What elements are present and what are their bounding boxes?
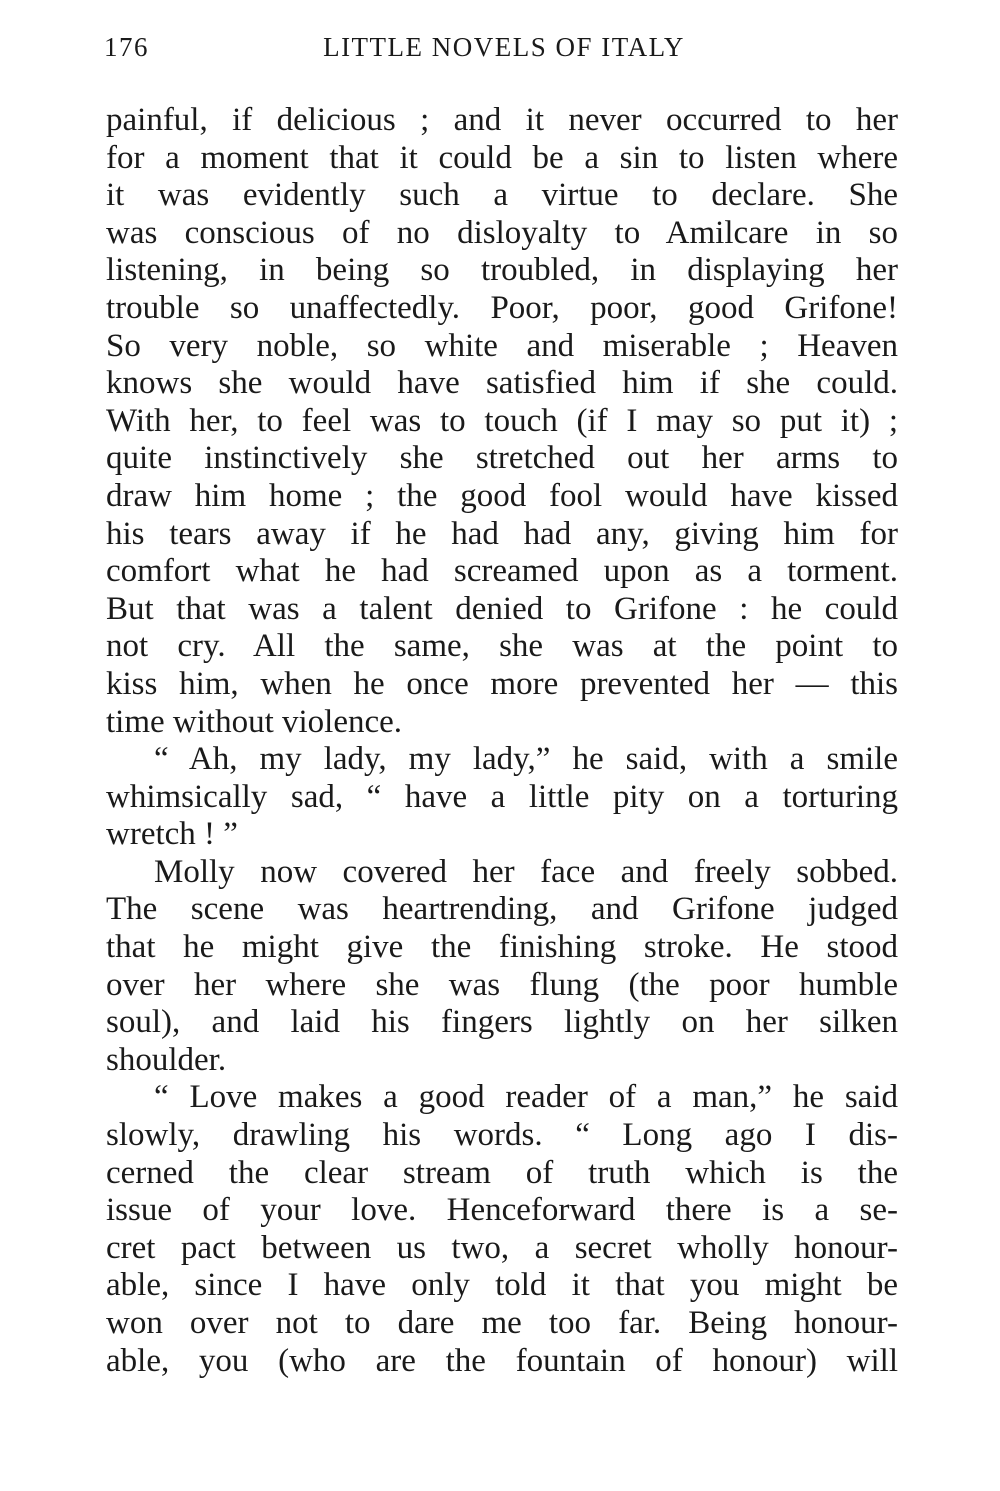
paragraph-start-line: Molly now covered her face and freely sobbed. [154,853,898,890]
running-head [104,32,904,72]
text-line: With her, to feel was to touch (if I may so put it) ; [106,402,898,439]
body-text [106,102,898,1380]
paragraph-start-line: “ Ah, my lady, my lady,” he said, with a smile [154,741,898,778]
text-line: it was evidently such a virtue to declare. She [106,177,898,214]
text-line: whimsically sad, “ have a little pity on a torturing [106,778,898,815]
paragraph-start-line: “ Love makes a good reader of a man,” he said [154,1079,898,1116]
text-line: kiss him, when he once more prevented her — this [106,665,898,702]
text-line: draw him home ; the good fool would have kissed [106,477,898,514]
text-line: painful, if delicious ; and it never occurred to her [106,102,898,138]
text-line: The scene was heartrending, and Grifone judged [106,891,898,928]
text-line: So very noble, so white and miserable ; Heaven [106,327,898,364]
text-line: cret pact between us two, a secret wholly honour- [106,1229,898,1266]
text-line: comfort what he had screamed upon as a torment. [106,553,898,590]
text-line: listening, in being so troubled, in displaying her [106,252,898,289]
page-number: 176 [104,32,149,62]
text-line: was conscious of no disloyalty to Amilcare in so [106,214,898,251]
text-line: trouble so unaffectedly. Poor, poor, good Grifone! [106,289,898,326]
text-line: his tears away if he had had any, giving him for [106,515,898,552]
text-line: knows she would have satisfied him if she could. [106,365,898,402]
text-line: soul), and laid his fingers lightly on her silken [106,1004,898,1041]
text-line: that he might give the finishing stroke. He stood [106,929,898,966]
text-line: won over not to dare me too far. Being honour- [106,1305,898,1341]
text-line: cerned the clear stream of truth which is the [106,1154,898,1191]
text-line: issue of your love. Henceforward there is a se- [106,1192,898,1229]
text-line: quite instinctively she stretched out her arms to [106,440,898,477]
text-line: But that was a talent denied to Grifone : he could [106,590,898,627]
running-title: LITTLE NOVELS OF ITALY [323,32,685,62]
paragraph-end-line: shoulder. [106,1041,227,1078]
paragraph-end-line: time without violence. [106,703,403,740]
text-line: not cry. All the same, she was at the point to [106,628,898,665]
text-line: for a moment that it could be a sin to listen where [106,139,898,176]
paragraph-end-line: wretch ! ” [106,816,238,853]
text-line: able, you (who are the fountain of honour) will [106,1342,898,1379]
text-line: able, since I have only told it that you might be [106,1267,898,1304]
text-line: slowly, drawling his words. “ Long ago I dis- [106,1117,898,1154]
text-line: over her where she was flung (the poor humble [106,966,898,1003]
